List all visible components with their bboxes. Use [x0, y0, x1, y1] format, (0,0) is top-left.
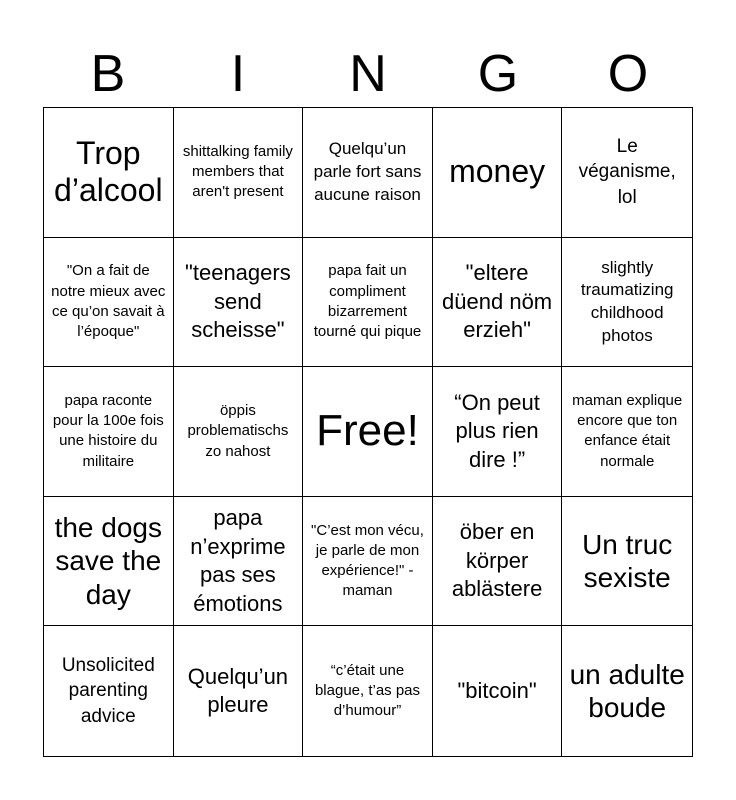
- bingo-cell-text: papa raconte pour la 100e fois une histoire du militaire: [52, 391, 164, 470]
- bingo-cell-text: "C’est mon vécu, je parle de mon expérience!" - maman: [311, 521, 424, 600]
- bingo-cell-text: öppis problematischs zo nahost: [187, 402, 289, 460]
- bingo-cell-r5c4[interactable]: [433, 626, 563, 756]
- header-letter-b: B: [90, 45, 126, 103]
- bingo-cell-r4c5[interactable]: [562, 497, 692, 627]
- bingo-cell-r3c5[interactable]: [562, 367, 692, 497]
- bingo-cell-r4c2[interactable]: [174, 497, 304, 627]
- bingo-cell-text: shittalking family members that aren't present: [182, 142, 293, 201]
- bingo-header: [43, 40, 693, 108]
- bingo-cell-r3c1[interactable]: [44, 367, 174, 497]
- bingo-cell-text: Unsolicited parenting advice: [61, 654, 155, 728]
- bingo-cell-r1c1[interactable]: [44, 108, 174, 238]
- bingo-cell-r1c5[interactable]: [562, 108, 692, 238]
- bingo-cell-r2c5[interactable]: [562, 238, 692, 368]
- free-space-label: Free!: [316, 406, 419, 456]
- bingo-cell-r4c4[interactable]: [433, 497, 563, 627]
- bingo-cell-text: “On peut plus rien dire !”: [454, 389, 540, 472]
- bingo-cell-r3c4[interactable]: [433, 367, 563, 497]
- bingo-card-grid: [43, 107, 693, 757]
- bingo-cell-text: slightly traumatizing childhood photos: [580, 257, 674, 345]
- bingo-cell-text: öber en körper ablästere: [451, 519, 543, 602]
- bingo-cell-text: Quelqu’un parle fort sans aucune raison: [313, 139, 422, 204]
- bingo-cell-r1c4[interactable]: [433, 108, 563, 238]
- bingo-cell-text: Quelqu’un pleure: [187, 663, 289, 718]
- bingo-cell-text: Le véganisme, lol: [578, 135, 676, 209]
- bingo-cell-r1c2[interactable]: [174, 108, 304, 238]
- bingo-cell-r2c1[interactable]: [44, 238, 174, 368]
- bingo-cell-text: money: [449, 153, 546, 190]
- bingo-cell-r2c2[interactable]: [174, 238, 304, 368]
- bingo-cell-text: "eltere düend nöm erzieh": [442, 260, 553, 343]
- header-letter-i: I: [230, 45, 246, 103]
- bingo-cell-text: papa fait un compliment bizarrement tourné qui pique: [313, 262, 422, 341]
- bingo-cell-text: "On a fait de notre mieux avec ce qu’on savait à l’époque": [51, 262, 166, 341]
- bingo-cell-r2c4[interactable]: [433, 238, 563, 368]
- bingo-cell-text: "teenagers send scheisse": [185, 260, 291, 343]
- bingo-cell-text: the dogs save the day: [54, 511, 162, 610]
- bingo-cell-text: “c’était une blague, t’as pas d’humour”: [314, 661, 421, 720]
- bingo-cell-r4c1[interactable]: [44, 497, 174, 627]
- bingo-cell-r5c3[interactable]: [303, 626, 433, 756]
- header-letter-n: N: [349, 45, 387, 103]
- bingo-cell-text: "bitcoin": [457, 677, 537, 703]
- bingo-cell-r5c1[interactable]: [44, 626, 174, 756]
- bingo-cell-r2c3[interactable]: [303, 238, 433, 368]
- bingo-cell-text: un adulte boude: [569, 658, 685, 724]
- bingo-cell-r5c5[interactable]: [562, 626, 692, 756]
- bingo-cell-text: Trop d’alcool: [54, 134, 163, 209]
- header-letter-o: O: [607, 45, 649, 103]
- bingo-cell-text: Un truc sexiste: [582, 528, 673, 594]
- bingo-cell-r4c3[interactable]: [303, 497, 433, 627]
- bingo-cell-r5c2[interactable]: [174, 626, 304, 756]
- bingo-cell-text: maman explique encore que ton enfance était normale: [572, 391, 683, 470]
- bingo-cell-r1c3[interactable]: [303, 108, 433, 238]
- header-letter-g: G: [477, 45, 519, 103]
- bingo-cell-free-space[interactable]: [303, 367, 433, 497]
- bingo-cell-text: papa n’exprime pas ses émotions: [190, 504, 286, 616]
- bingo-cell-r3c2[interactable]: [174, 367, 304, 497]
